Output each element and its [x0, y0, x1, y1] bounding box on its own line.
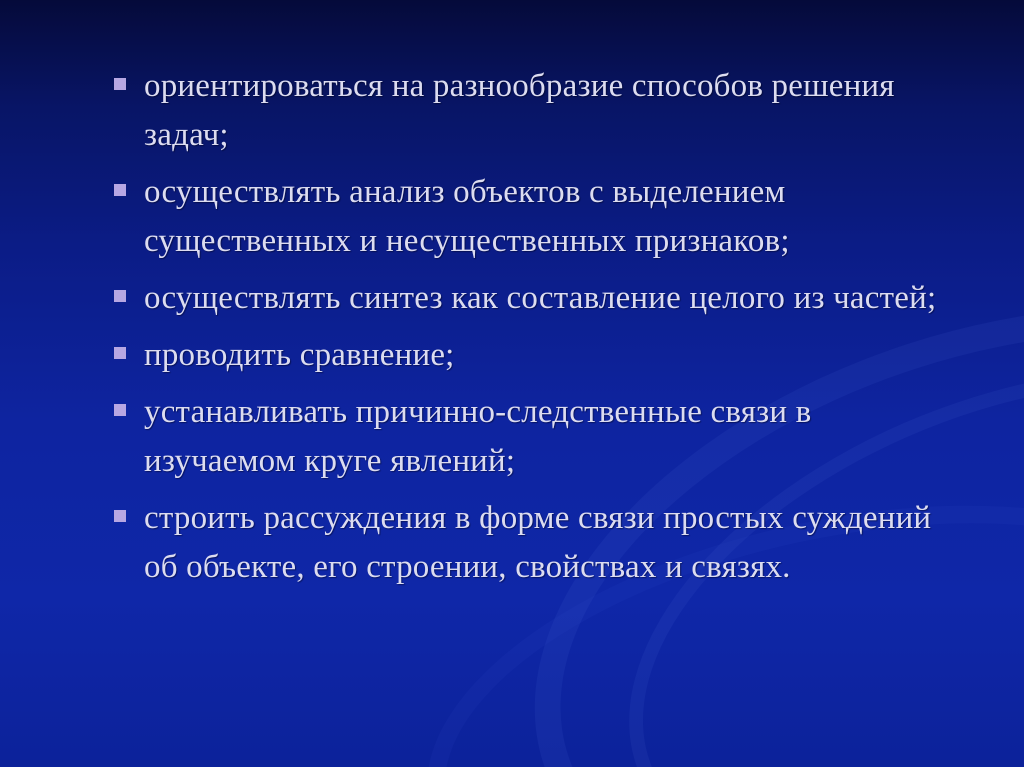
list-item-text: строить рассуждения в форме связи простых суждений об объекте, его строении, свойствах и связях.: [144, 500, 932, 585]
list-item: [110, 388, 970, 486]
square-bullet-icon: [114, 290, 126, 302]
square-bullet-icon: [114, 78, 126, 90]
list-item: [110, 274, 970, 323]
bullet-list: [110, 62, 970, 600]
list-item-text: проводить сравнение;: [144, 337, 455, 373]
list-item-text: ориентироваться на разнообразие способов решения задач;: [144, 68, 895, 153]
list-item: [110, 62, 970, 160]
square-bullet-icon: [114, 184, 126, 196]
square-bullet-icon: [114, 347, 126, 359]
list-item: [110, 494, 970, 592]
list-item-text: осуществлять синтез как составление целого из частей;: [144, 280, 937, 316]
list-item-text: осуществлять анализ объектов с выделением существенных и несущественных признаков;: [144, 174, 790, 259]
list-item-text: устанавливать причинно-следственные связи в изучаемом круге явлений;: [144, 394, 812, 479]
square-bullet-icon: [114, 404, 126, 416]
list-item: [110, 168, 970, 266]
list-item: [110, 331, 970, 380]
square-bullet-icon: [114, 510, 126, 522]
